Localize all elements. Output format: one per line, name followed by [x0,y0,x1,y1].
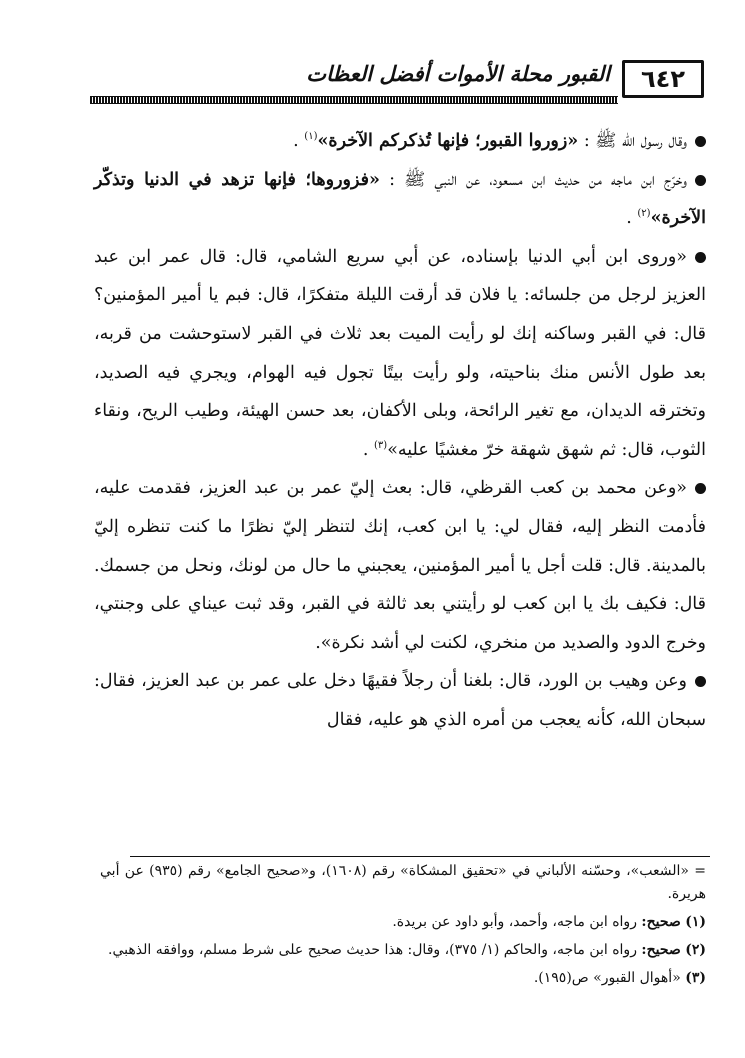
footnote-separator [130,856,710,857]
bullet-icon [695,175,706,186]
hadith-quote: «زوروا القبور؛ فإنها تُذكركم الآخرة» [317,131,579,151]
header-rule [90,96,618,104]
footnote-marker[interactable]: (٢) [637,208,651,220]
footnote-text: رواه ابن ماجه، والحاكم (١/ ٣٧٥)، وقال: هذا حديث صحيح على شرط مسلم، ووافقه الذهبي. [108,942,642,958]
footnote-marker[interactable]: (١) [304,131,318,143]
paragraph-2 [94,161,706,238]
paragraph-5 [94,662,706,739]
running-title: القبور محلة الأموات أفضل العظات [306,62,610,86]
page-header [90,56,710,104]
bullet-icon [695,136,706,147]
page-number: ٦٤٢ [622,60,704,98]
footnote-number: (٢) [685,942,706,958]
footnote-3 [100,967,706,990]
paragraph-4 [94,469,706,662]
footnote-marker[interactable]: (٣) [374,439,388,451]
paragraph-end: . [293,131,305,151]
footnote-grade: صحيح: [641,942,681,958]
footnote-text: رواه ابن ماجه، وأحمد، وأبو داود عن بريدة. [392,914,642,930]
paragraph-text: وعن وهيب بن الورد، قال: بلغنا أن رجلاً فقيهًا دخل على عمر بن عبد العزيز، فقال: سبحان الله، كأنه يعجب من أمره الذي هو عليه، فقال [94,671,706,730]
hadith-quote: «فزوروها؛ فإنها تزهد في الدنيا وتذكّر الآخرة» [94,169,706,229]
paragraph-3 [94,238,706,470]
paragraph-text: «وروى ابن أبي الدنيا بإسناده، عن أبي سريع الشامي، قال: قال عمر ابن عبد العزيز لرجل من جلسائه: يا فلان قد أرقت الليلة متفكرًا، قال: فبم يا أمير المؤمنين؟ قال: في القبر وساكنه إنك لو رأيت الميت بعد ثلاث في القبر لاستوحشت من قربه، بعد طول الأنس منك بناحيته، ولو رأيت بيتًا تجول فيه الهوام، ويجري فيه الصديد، وتخترقه الديدان، مع تغير الرائحة، وبلى الأكفان، بعد حسن الهيئة، وطيب الريح، ونقاء الثوب، قال: ثم شهق شهقة خرّ مغشيًا عليه» [94,246,706,460]
main-text [94,122,706,740]
bullet-icon [695,676,706,687]
footnote-number: (١) [685,914,706,930]
footnotes [100,860,706,995]
footnote-text: «أهوال القبور» ص(١٩٥). [533,970,681,986]
footnote-1 [100,911,706,934]
footnote-2 [100,939,706,962]
paragraph-1 [94,122,706,161]
footnote-grade: صحيح: [641,914,681,930]
footnote-continuation: = «الشعب»، وحسّنه الألباني في «تحقيق المشكاة» رقم (١٦٠٨)، و«صحيح الجامع» رقم (٩٣٥) عن أبي هريرة. [100,863,706,902]
bullet-icon [695,483,706,494]
paragraph-text: وقال رسول الله ﷺ : [578,131,687,151]
paragraph-end: . [626,208,638,229]
bullet-icon [695,252,706,263]
paragraph-text: «وعن محمد بن كعب القرظي، قال: بعث إليّ عمر بن عبد العزيز، فقدمت عليه، فأدمت النظر إليه، فقال لي: يا ابن كعب، إنك لتنظر إليّ نظرًا ما كنت تنظره إليّ بالمدينة. قال: قلت أجل يا أمير المؤمنين، يعجبني ما حال من لونك، ونحل من جسمك. قال: فكيف بك يا ابن كعب لو رأيتني بعد ثالثة في القبر، وقد ثبت عيناي على وجنتي، وخرج الدود والصديد من منخري، لكنت لي أشد نكرة». [94,478,706,653]
paragraph-end: . [362,439,374,460]
paragraph-text: وخرّج ابن ماجه من حديث ابن مسعود، عن النبي ﷺ : [379,169,687,190]
footnote-number: (٣) [685,970,706,986]
